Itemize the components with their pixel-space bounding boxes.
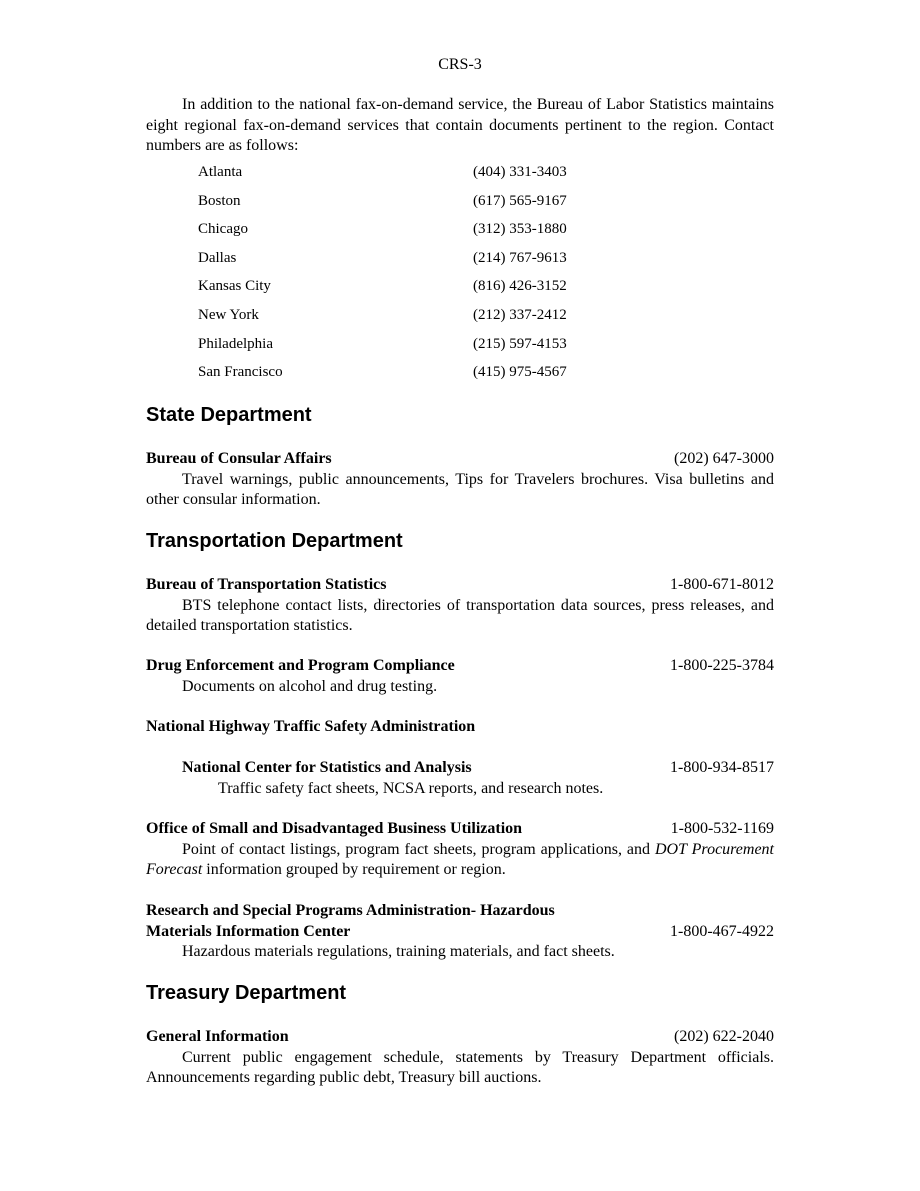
entry-rspa-hazmat <box>146 901 774 963</box>
entry-title: National Center for Statistics and Analysis <box>182 759 472 776</box>
entry-description: Travel warnings, public announcements, Tips for Travelers brochures. Visa bulletins and other consular information. <box>146 470 774 508</box>
entry-phone: 1-800-671-8012 <box>670 576 774 593</box>
contact-phone: (617) 565-9167 <box>473 192 567 209</box>
contact-row <box>198 333 618 362</box>
entry-nhtsa <box>146 717 774 738</box>
entry-description: BTS telephone contact lists, directories of transportation data sources, press releases, and detailed transportation statistics. <box>146 596 774 634</box>
contact-city: Dallas <box>198 249 237 266</box>
italic-title: DOT Procurement Forecast <box>146 840 774 878</box>
contact-row <box>198 304 618 333</box>
contact-row <box>198 190 618 219</box>
contact-city: San Francisco <box>198 364 283 381</box>
contact-row <box>198 275 618 304</box>
contact-city: Boston <box>198 192 241 209</box>
contact-phone: (816) 426-3152 <box>473 278 567 295</box>
entry-phone: 1-800-225-3784 <box>670 657 774 674</box>
page-number: CRS-3 <box>438 56 482 73</box>
contact-row <box>198 247 618 276</box>
entry-phone: 1-800-532-1169 <box>670 820 774 837</box>
contact-phone: (415) 975-4567 <box>473 364 567 381</box>
contact-row <box>198 218 618 247</box>
contact-city: Philadelphia <box>198 335 273 352</box>
entry-description: Documents on alcohol and drug testing. <box>182 677 438 695</box>
entry-phone: (202) 647-3000 <box>674 450 774 467</box>
entry-title: General Information <box>146 1028 289 1045</box>
entry-drug-enforcement <box>146 656 774 697</box>
entry-description: Current public engagement schedule, statements by Treasury Department officials. Announcements regarding public debt, Treasury bill auctions. <box>146 1048 774 1086</box>
contact-phone: (215) 597-4153 <box>473 335 567 352</box>
entry-bts <box>146 575 774 637</box>
entry-phone: 1-800-934-8517 <box>670 759 774 776</box>
entry-phone: (202) 622-2040 <box>674 1028 774 1045</box>
contact-city: Atlanta <box>198 164 243 180</box>
section-heading-treasury: Treasury Department <box>146 982 347 1004</box>
entry-title-line1: Research and Special Programs Administration- Hazardous <box>146 902 555 919</box>
section-heading-state: State Department <box>146 404 312 426</box>
contact-row <box>198 361 618 390</box>
entry-title: Office of Small and Disadvantaged Business Utilization <box>146 820 523 837</box>
regional-contacts-list <box>198 161 618 390</box>
contact-city: Chicago <box>198 221 248 238</box>
contact-phone: (212) 337-2412 <box>473 306 567 323</box>
contact-city: New York <box>198 306 259 323</box>
entry-consular-affairs <box>146 449 774 511</box>
contact-phone: (214) 767-9613 <box>473 249 567 266</box>
section-heading-transportation: Transportation Department <box>146 530 403 552</box>
entry-title: National Highway Traffic Safety Administration <box>146 718 476 735</box>
entry-title: Drug Enforcement and Program Compliance <box>146 657 455 674</box>
entry-title: Bureau of Transportation Statistics <box>146 576 387 593</box>
entry-ncsa <box>146 758 774 799</box>
contact-phone: (312) 353-1880 <box>473 221 567 238</box>
entry-title: Bureau of Consular Affairs <box>146 450 332 467</box>
entry-description: Hazardous materials regulations, training materials, and fact sheets. <box>182 943 615 960</box>
entry-phone: 1-800-467-4922 <box>670 922 774 940</box>
contact-phone: (404) 331-3403 <box>473 164 567 180</box>
entry-treasury-general <box>146 1027 774 1089</box>
intro-paragraph: In addition to the national fax-on-demand service, the Bureau of Labor Statistics maintains eight regional fax-on-demand services that contain documents pertinent to the region. Contact numbers are as follows: <box>146 96 774 154</box>
entry-description: Point of contact listings, program fact sheets, program applications, and DOT Procurement Forecast information grouped by requirement or region. <box>146 840 774 878</box>
entry-osdbu <box>146 819 774 881</box>
contact-city: Kansas City <box>198 278 271 295</box>
contact-row <box>198 161 618 190</box>
entry-description: Traffic safety fact sheets, NCSA reports, and research notes. <box>218 779 604 797</box>
entry-title-line2: Materials Information Center <box>146 922 351 940</box>
